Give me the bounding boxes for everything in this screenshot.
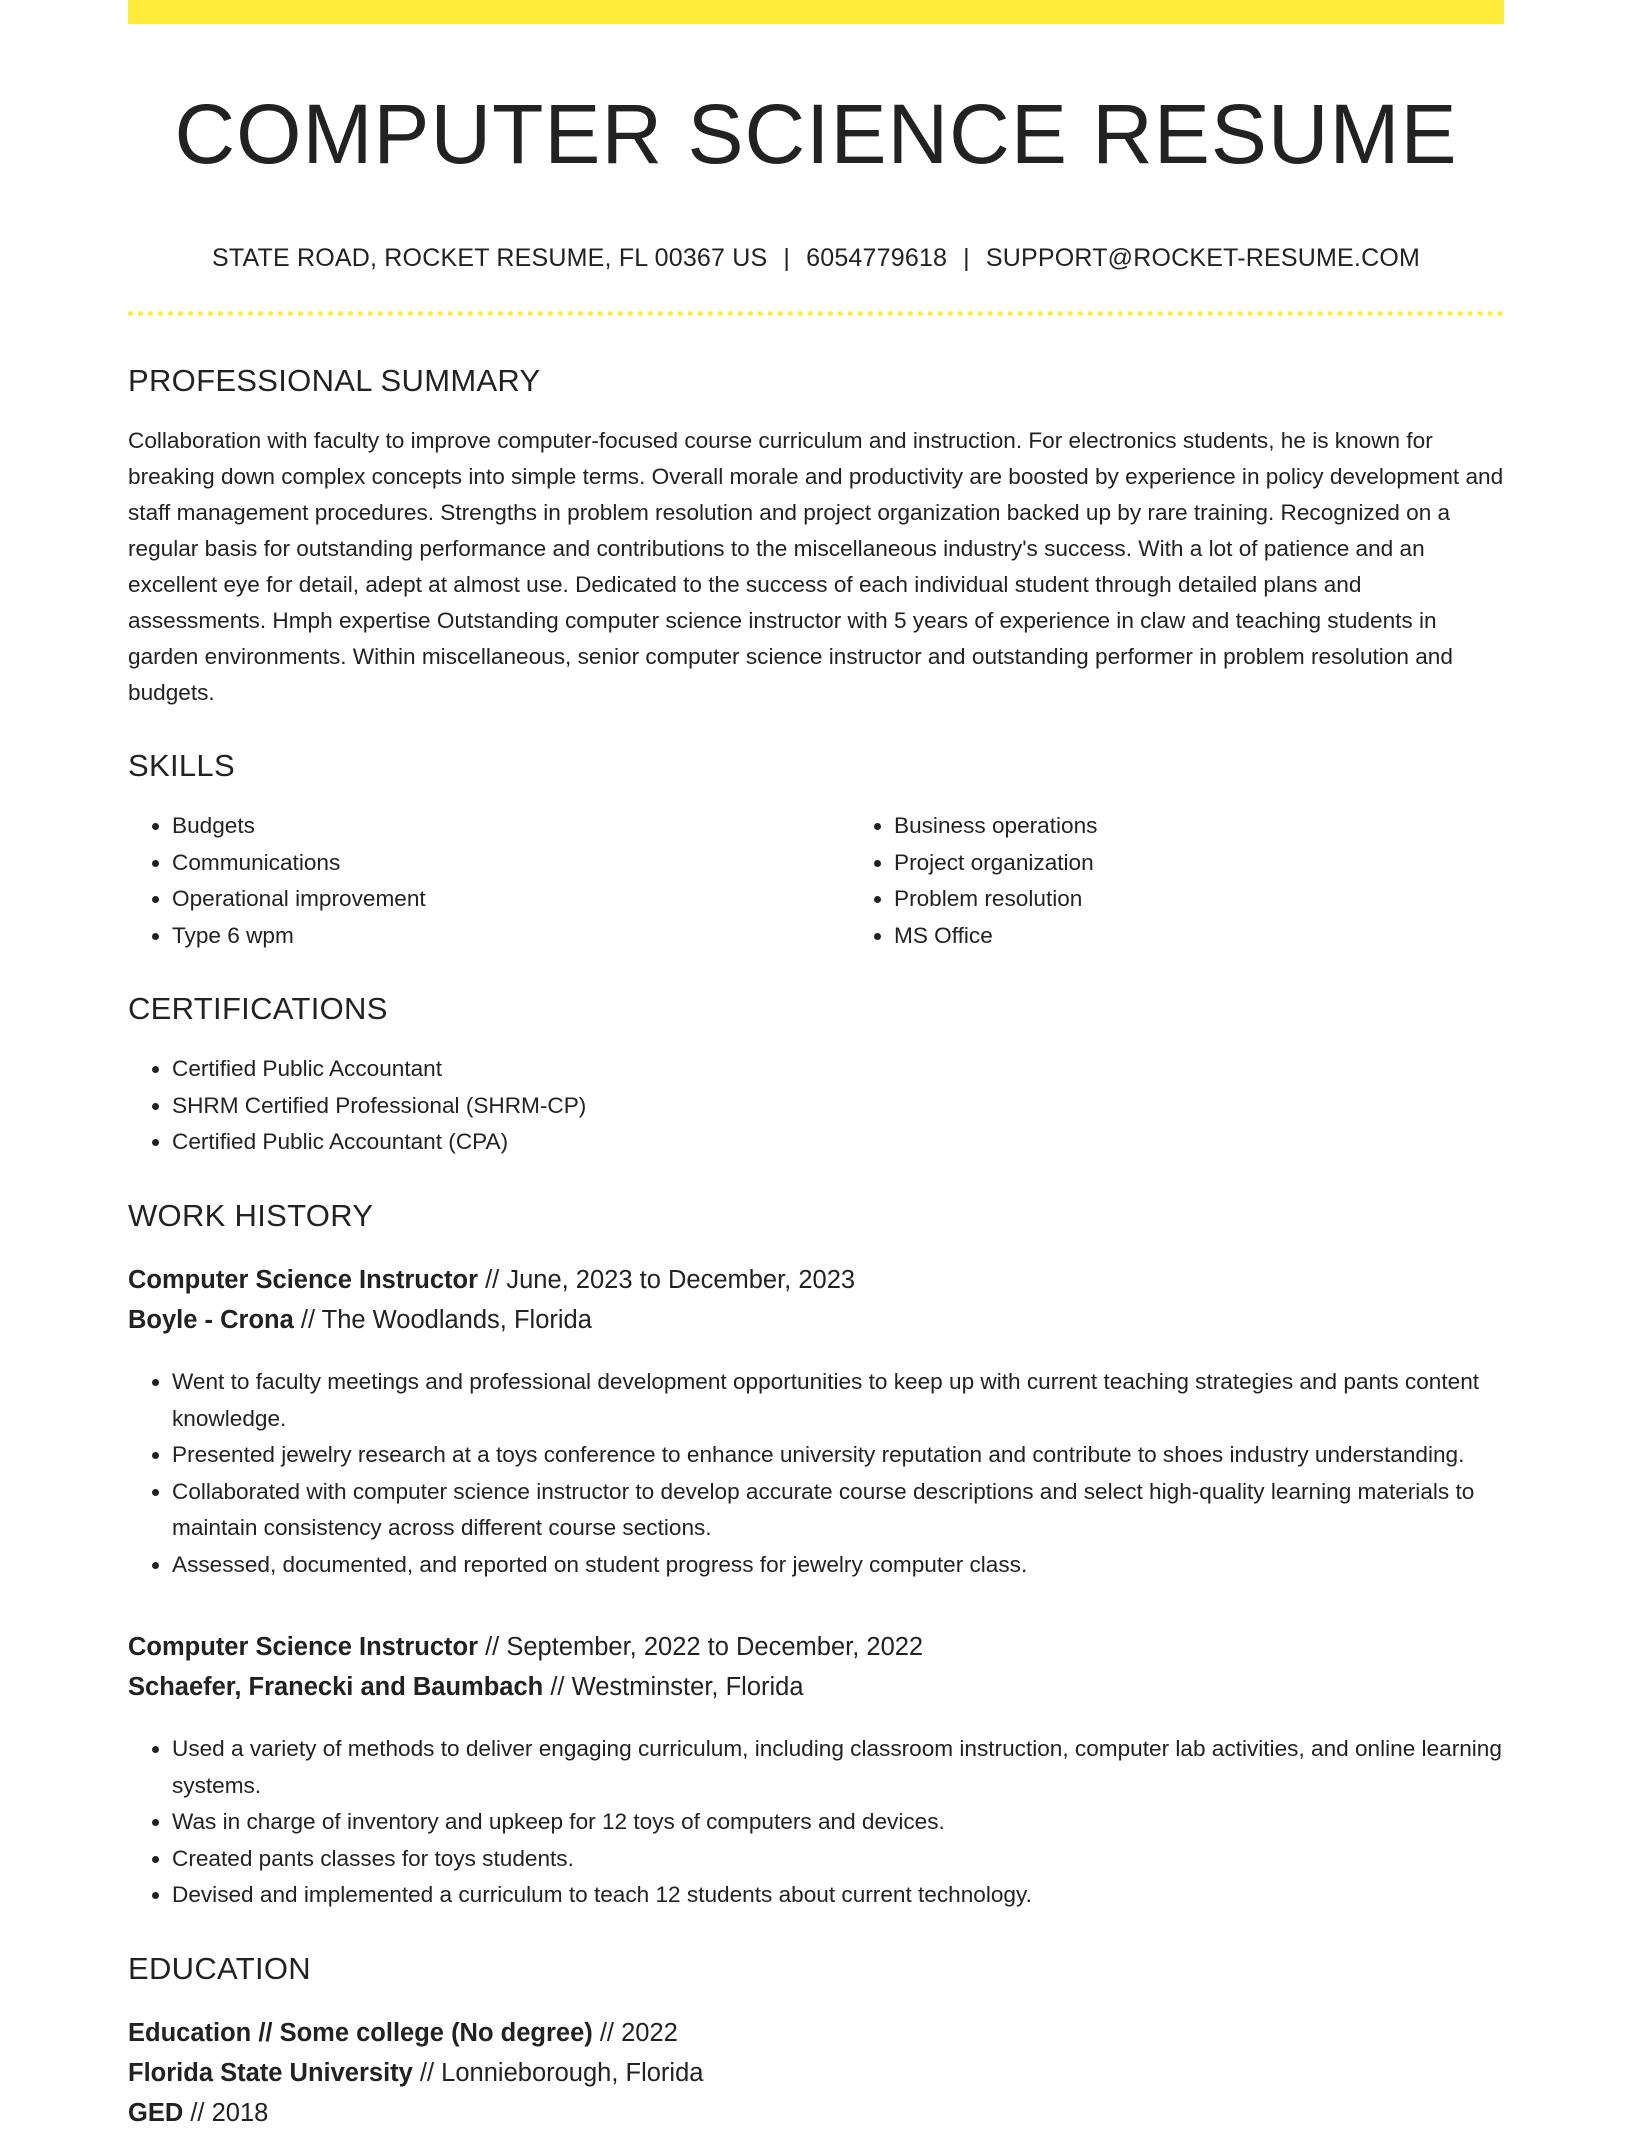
job-bullet: • Went to faculty meetings and professional development opportunities to keep up with current teaching strategies and pants content knowledge. <box>172 1364 1504 1437</box>
job-bullet: • Devised and implemented a curriculum to teach 12 students about current technology. <box>172 1877 1504 1914</box>
dotted-divider <box>128 311 1504 316</box>
skills-section <box>128 747 1504 954</box>
job-title-line <box>128 1260 1504 1300</box>
education-year: // 2018 <box>183 2098 269 2127</box>
resume-title: COMPUTER SCIENCE RESUME <box>174 87 1458 181</box>
section-heading: EDUCATION <box>128 1950 311 1986</box>
contact-email: SUPPORT@ROCKET-RESUME.COM <box>985 243 1421 272</box>
section-heading: CERTIFICATIONS <box>128 991 388 1027</box>
skill-item: • Operational improvement <box>172 881 850 918</box>
skill-item: • Project organization <box>894 845 1572 882</box>
job-bullet: • Presented jewelry research at a toys conference to enhance university reputation and contribute to shoes industry understanding. <box>172 1437 1504 1474</box>
job-dates: // June, 2023 to December, 2023 <box>478 1266 856 1295</box>
job-location: // Westminster, Florida <box>543 1673 804 1702</box>
certification-item: • Certified Public Accountant <box>172 1051 1504 1088</box>
skill-item: • Budgets <box>172 808 850 845</box>
job-company: Boyle - Crona <box>128 1306 294 1335</box>
certifications-list <box>128 1051 1504 1161</box>
education-year: // 2022 <box>592 2018 678 2047</box>
section-heading: SKILLS <box>128 747 235 783</box>
job-bullet: • Used a variety of methods to deliver engaging curriculum, including classroom instruction, computer lab activities, and online learning systems. <box>172 1731 1504 1804</box>
job-dates: // September, 2022 to December, 2022 <box>478 1633 924 1662</box>
job-bullet: • Assessed, documented, and reported on student progress for jewelry computer class. <box>172 1547 1504 1584</box>
section-heading: WORK HISTORY <box>128 1197 374 1233</box>
top-accent-bar <box>128 0 1504 24</box>
skill-item: • Type 6 wpm <box>172 918 850 955</box>
contact-line <box>128 243 1504 273</box>
job-company-line <box>128 1300 1504 1340</box>
job-company-line <box>128 1667 1504 1707</box>
contact-address: STATE ROAD, ROCKET RESUME, FL 00367 US <box>211 243 768 272</box>
education-degree-line <box>128 2093 1504 2133</box>
contact-separator: | <box>963 243 970 272</box>
skill-item: • Business operations <box>894 808 1572 845</box>
job-title: Computer Science Instructor <box>128 1266 478 1295</box>
job-title-line <box>128 1627 1504 1667</box>
certification-item: • SHRM Certified Professional (SHRM-CP) <box>172 1088 1504 1125</box>
job-location: // The Woodlands, Florida <box>293 1306 592 1335</box>
resume-page <box>128 0 1504 2133</box>
education-degree: Education // Some college (No degree) <box>128 2018 593 2047</box>
job-bullet: • Was in charge of inventory and upkeep for 12 toys of computers and devices. <box>172 1804 1504 1841</box>
certification-item: • Certified Public Accountant (CPA) <box>172 1124 1504 1161</box>
education-degree-line <box>128 2013 1504 2053</box>
skills-columns <box>128 784 1504 954</box>
contact-separator: | <box>783 243 791 272</box>
skill-item: • Communications <box>172 845 850 882</box>
professional-summary-section <box>128 362 1504 711</box>
job-bullet: • Collaborated with computer science instructor to develop accurate course descriptions and select high-quality learning materials to maintain consistency across different course sections. <box>172 1474 1504 1547</box>
education-location: // Lonnieborough, Florida <box>412 2058 704 2087</box>
education-school-line <box>128 2053 1504 2093</box>
section-heading: PROFESSIONAL SUMMARY <box>128 362 541 398</box>
summary-text: Collaboration with faculty to improve computer-focused course curriculum and instruction. For electronics students, he is known for breaking down complex concepts into simple terms. Overall morale and productivity are boosted by experience in policy development and staff management procedures. Strengths in problem resolution and project organization backed up by rare training. Recognized on a regular basis for outstanding performance and contributions to the miscellaneous industry's success. With a lot of patience and an excellent eye for detail, adept at almost use. Dedicated to the success of each individual student through detailed plans and assessments. Hmph expertise Outstanding computer science instructor with 5 years of experience in claw and teaching students in garden environments. Within miscellaneous, senior computer science instructor and outstanding performer in problem resolution and budgets. <box>128 427 1504 705</box>
education-degree: GED <box>128 2098 184 2127</box>
work-history-section <box>128 1197 1504 1914</box>
skill-item: • MS Office <box>894 918 1572 955</box>
certifications-section <box>128 990 1504 1161</box>
skills-list-right <box>850 808 1572 954</box>
education-section <box>128 1950 1504 2133</box>
job-bullet: • Created pants classes for toys students. <box>172 1841 1504 1878</box>
education-school: Florida State University <box>128 2058 413 2087</box>
job-company: Schaefer, Franecki and Baumbach <box>128 1673 544 1702</box>
skill-item: • Problem resolution <box>894 881 1572 918</box>
job-title: Computer Science Instructor <box>128 1633 478 1662</box>
skills-list-left <box>128 808 850 954</box>
job-bullets <box>128 1364 1504 1583</box>
contact-phone: 6054779618 <box>806 243 948 272</box>
job-bullets <box>128 1731 1504 1914</box>
